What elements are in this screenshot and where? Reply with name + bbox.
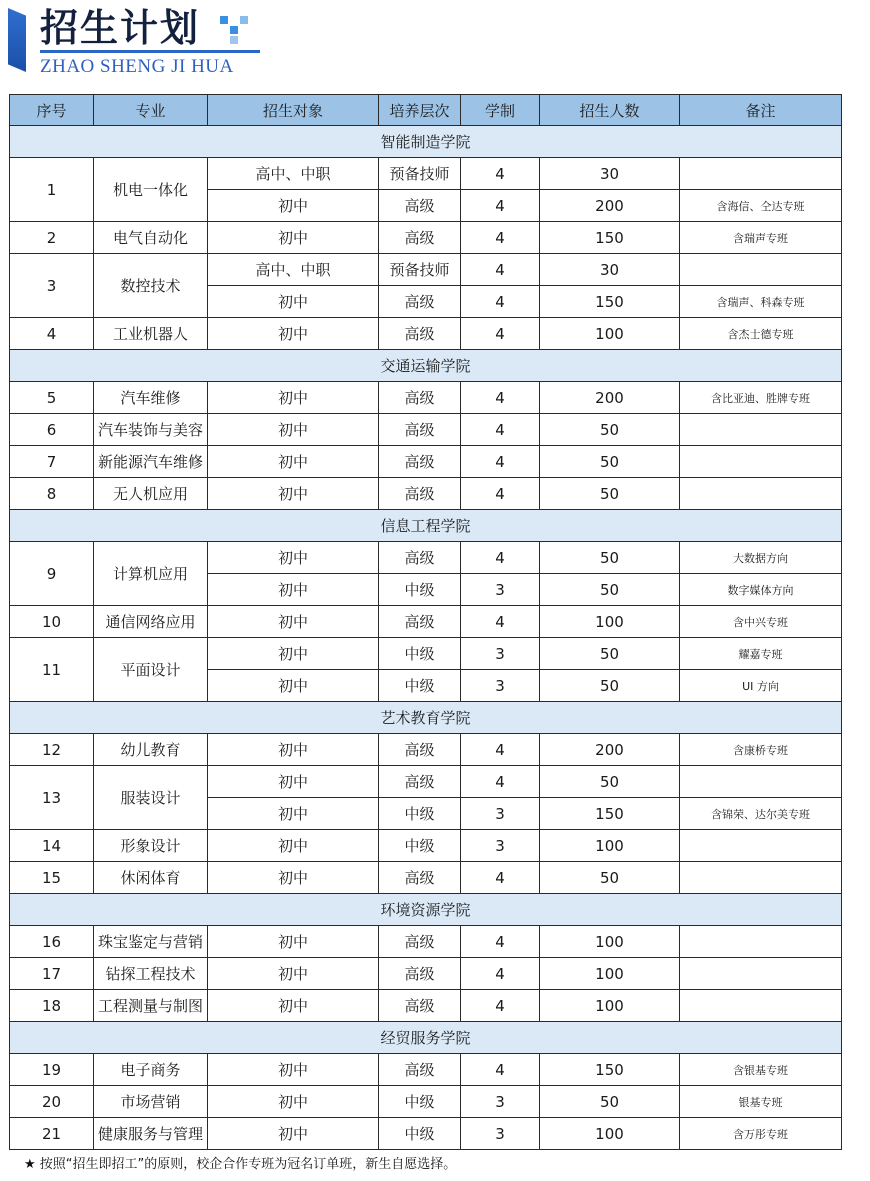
section-title: 智能制造学院 <box>10 126 842 158</box>
footnote: ★ 按照“招生即招工”的原则，校企合作专班为冠名订单班，新生自愿选择。 <box>24 1157 457 1172</box>
level-cell: 中级 <box>379 1118 461 1150</box>
table-row <box>10 318 842 350</box>
years-cell: 4 <box>461 766 540 798</box>
major-cell: 钻探工程技术 <box>94 958 208 990</box>
years-cell: 3 <box>461 830 540 862</box>
years-cell: 4 <box>461 958 540 990</box>
major-cell: 平面设计 <box>94 638 208 702</box>
column-header: 备注 <box>680 95 842 126</box>
serial-number-cell: 14 <box>10 830 94 862</box>
serial-number-cell: 1 <box>10 158 94 222</box>
target-cell: 初中 <box>208 1118 379 1150</box>
pixel-decoration-icon <box>220 16 260 46</box>
count-cell: 150 <box>540 286 680 318</box>
target-cell: 初中 <box>208 926 379 958</box>
serial-number-cell: 4 <box>10 318 94 350</box>
note-cell: 含瑞声、科森专班 <box>680 286 842 318</box>
serial-number-cell: 3 <box>10 254 94 318</box>
section-row <box>10 702 842 734</box>
note-cell <box>680 958 842 990</box>
note-cell: 耀嘉专班 <box>680 638 842 670</box>
target-cell: 初中 <box>208 542 379 574</box>
note-cell <box>680 830 842 862</box>
target-cell: 初中 <box>208 638 379 670</box>
note-cell <box>680 478 842 510</box>
note-cell <box>680 158 842 190</box>
count-cell: 100 <box>540 606 680 638</box>
major-cell: 工程测量与制图 <box>94 990 208 1022</box>
table-row <box>10 382 842 414</box>
column-header: 学制 <box>461 95 540 126</box>
count-cell: 50 <box>540 478 680 510</box>
section-row <box>10 1022 842 1054</box>
level-cell: 高级 <box>379 478 461 510</box>
note-cell: 含中兴专班 <box>680 606 842 638</box>
count-cell: 50 <box>540 446 680 478</box>
level-cell: 高级 <box>379 446 461 478</box>
years-cell: 4 <box>461 446 540 478</box>
years-cell: 3 <box>461 638 540 670</box>
note-cell: 含比亚迪、胜牌专班 <box>680 382 842 414</box>
column-header: 培养层次 <box>379 95 461 126</box>
count-cell: 200 <box>540 190 680 222</box>
target-cell: 初中 <box>208 734 379 766</box>
section-row <box>10 126 842 158</box>
major-cell: 电气自动化 <box>94 222 208 254</box>
level-cell: 中级 <box>379 798 461 830</box>
count-cell: 100 <box>540 318 680 350</box>
section-title: 艺术教育学院 <box>10 702 842 734</box>
major-cell: 形象设计 <box>94 830 208 862</box>
level-cell: 高级 <box>379 862 461 894</box>
years-cell: 4 <box>461 1054 540 1086</box>
note-cell: 含瑞声专班 <box>680 222 842 254</box>
note-cell: 含万彤专班 <box>680 1118 842 1150</box>
target-cell: 初中 <box>208 766 379 798</box>
years-cell: 4 <box>461 862 540 894</box>
serial-number-cell: 5 <box>10 382 94 414</box>
count-cell: 100 <box>540 830 680 862</box>
note-cell: 含杰士德专班 <box>680 318 842 350</box>
count-cell: 50 <box>540 414 680 446</box>
level-cell: 高级 <box>379 414 461 446</box>
major-cell: 汽车维修 <box>94 382 208 414</box>
count-cell: 100 <box>540 926 680 958</box>
table-row <box>10 222 842 254</box>
table-row <box>10 766 842 798</box>
count-cell: 30 <box>540 158 680 190</box>
title-underline <box>40 50 260 53</box>
level-cell: 高级 <box>379 382 461 414</box>
count-cell: 150 <box>540 1054 680 1086</box>
level-cell: 高级 <box>379 1054 461 1086</box>
count-cell: 200 <box>540 382 680 414</box>
target-cell: 初中 <box>208 190 379 222</box>
section-title: 信息工程学院 <box>10 510 842 542</box>
target-cell: 初中 <box>208 222 379 254</box>
level-cell: 预备技师 <box>379 254 461 286</box>
note-cell: 银基专班 <box>680 1086 842 1118</box>
level-cell: 高级 <box>379 190 461 222</box>
years-cell: 3 <box>461 798 540 830</box>
serial-number-cell: 18 <box>10 990 94 1022</box>
table-row <box>10 638 842 670</box>
major-cell: 新能源汽车维修 <box>94 446 208 478</box>
years-cell: 3 <box>461 574 540 606</box>
level-cell: 中级 <box>379 1086 461 1118</box>
major-cell: 休闲体育 <box>94 862 208 894</box>
count-cell: 150 <box>540 798 680 830</box>
major-cell: 珠宝鉴定与营销 <box>94 926 208 958</box>
count-cell: 50 <box>540 638 680 670</box>
years-cell: 3 <box>461 1086 540 1118</box>
target-cell: 初中 <box>208 318 379 350</box>
target-cell: 初中 <box>208 382 379 414</box>
serial-number-cell: 15 <box>10 862 94 894</box>
major-cell: 幼儿教育 <box>94 734 208 766</box>
serial-number-cell: 8 <box>10 478 94 510</box>
table-body <box>10 126 842 1150</box>
target-cell: 初中 <box>208 606 379 638</box>
note-cell <box>680 926 842 958</box>
count-cell: 100 <box>540 1118 680 1150</box>
years-cell: 4 <box>461 478 540 510</box>
major-cell: 计算机应用 <box>94 542 208 606</box>
target-cell: 高中、中职 <box>208 254 379 286</box>
serial-number-cell: 2 <box>10 222 94 254</box>
section-row <box>10 894 842 926</box>
level-cell: 中级 <box>379 638 461 670</box>
table-row <box>10 254 842 286</box>
target-cell: 初中 <box>208 478 379 510</box>
note-cell <box>680 446 842 478</box>
table-row <box>10 830 842 862</box>
table-row <box>10 1086 842 1118</box>
level-cell: 高级 <box>379 318 461 350</box>
target-cell: 初中 <box>208 574 379 606</box>
page-header <box>0 0 870 90</box>
table-row <box>10 862 842 894</box>
level-cell: 高级 <box>379 542 461 574</box>
target-cell: 初中 <box>208 990 379 1022</box>
level-cell: 预备技师 <box>379 158 461 190</box>
count-cell: 200 <box>540 734 680 766</box>
column-header: 招生对象 <box>208 95 379 126</box>
major-cell: 电子商务 <box>94 1054 208 1086</box>
enrollment-table-wrapper <box>9 94 841 1150</box>
note-cell: 含康桥专班 <box>680 734 842 766</box>
level-cell: 高级 <box>379 734 461 766</box>
major-cell: 健康服务与管理 <box>94 1118 208 1150</box>
section-title: 经贸服务学院 <box>10 1022 842 1054</box>
table-row <box>10 1054 842 1086</box>
level-cell: 中级 <box>379 670 461 702</box>
level-cell: 高级 <box>379 606 461 638</box>
serial-number-cell: 21 <box>10 1118 94 1150</box>
enrollment-table <box>9 94 842 1150</box>
level-cell: 高级 <box>379 222 461 254</box>
serial-number-cell: 10 <box>10 606 94 638</box>
serial-number-cell: 9 <box>10 542 94 606</box>
count-cell: 100 <box>540 958 680 990</box>
count-cell: 50 <box>540 670 680 702</box>
section-row <box>10 510 842 542</box>
column-header: 招生人数 <box>540 95 680 126</box>
serial-number-cell: 19 <box>10 1054 94 1086</box>
level-cell: 高级 <box>379 766 461 798</box>
count-cell: 50 <box>540 1086 680 1118</box>
section-row <box>10 350 842 382</box>
years-cell: 4 <box>461 254 540 286</box>
count-cell: 50 <box>540 862 680 894</box>
target-cell: 初中 <box>208 414 379 446</box>
level-cell: 高级 <box>379 958 461 990</box>
note-cell: 数字媒体方向 <box>680 574 842 606</box>
section-title: 环境资源学院 <box>10 894 842 926</box>
count-cell: 150 <box>540 222 680 254</box>
table-row <box>10 990 842 1022</box>
years-cell: 4 <box>461 190 540 222</box>
table-row <box>10 926 842 958</box>
level-cell: 高级 <box>379 926 461 958</box>
count-cell: 50 <box>540 574 680 606</box>
target-cell: 初中 <box>208 798 379 830</box>
years-cell: 4 <box>461 734 540 766</box>
table-row <box>10 958 842 990</box>
years-cell: 4 <box>461 222 540 254</box>
serial-number-cell: 20 <box>10 1086 94 1118</box>
years-cell: 4 <box>461 286 540 318</box>
page-subtitle: ZHAO SHENG JI HUA <box>40 56 234 77</box>
level-cell: 高级 <box>379 990 461 1022</box>
note-cell <box>680 414 842 446</box>
note-cell: UI 方向 <box>680 670 842 702</box>
table-row <box>10 446 842 478</box>
note-cell: 大数据方向 <box>680 542 842 574</box>
table-row <box>10 158 842 190</box>
years-cell: 4 <box>461 606 540 638</box>
note-cell <box>680 990 842 1022</box>
column-header: 专业 <box>94 95 208 126</box>
years-cell: 4 <box>461 542 540 574</box>
count-cell: 50 <box>540 766 680 798</box>
count-cell: 30 <box>540 254 680 286</box>
page-title: 招生计划 <box>40 6 201 50</box>
level-cell: 中级 <box>379 574 461 606</box>
years-cell: 3 <box>461 670 540 702</box>
target-cell: 初中 <box>208 446 379 478</box>
target-cell: 初中 <box>208 1054 379 1086</box>
years-cell: 4 <box>461 926 540 958</box>
table-row <box>10 1118 842 1150</box>
note-cell: 含海信、仝达专班 <box>680 190 842 222</box>
table-header-row <box>10 95 842 126</box>
major-cell: 汽车装饰与美容 <box>94 414 208 446</box>
major-cell: 无人机应用 <box>94 478 208 510</box>
table-row <box>10 734 842 766</box>
level-cell: 高级 <box>379 286 461 318</box>
years-cell: 4 <box>461 990 540 1022</box>
column-header: 序号 <box>10 95 94 126</box>
target-cell: 初中 <box>208 286 379 318</box>
note-cell: 含银基专班 <box>680 1054 842 1086</box>
major-cell: 机电一体化 <box>94 158 208 222</box>
note-cell <box>680 862 842 894</box>
target-cell: 高中、中职 <box>208 158 379 190</box>
major-cell: 服装设计 <box>94 766 208 830</box>
serial-number-cell: 12 <box>10 734 94 766</box>
target-cell: 初中 <box>208 862 379 894</box>
target-cell: 初中 <box>208 1086 379 1118</box>
major-cell: 数控技术 <box>94 254 208 318</box>
serial-number-cell: 17 <box>10 958 94 990</box>
serial-number-cell: 13 <box>10 766 94 830</box>
note-cell: 含锦荣、达尔美专班 <box>680 798 842 830</box>
serial-number-cell: 11 <box>10 638 94 702</box>
major-cell: 通信网络应用 <box>94 606 208 638</box>
count-cell: 50 <box>540 542 680 574</box>
target-cell: 初中 <box>208 958 379 990</box>
table-row <box>10 414 842 446</box>
note-cell <box>680 254 842 286</box>
target-cell: 初中 <box>208 830 379 862</box>
table-row <box>10 606 842 638</box>
serial-number-cell: 7 <box>10 446 94 478</box>
count-cell: 100 <box>540 990 680 1022</box>
years-cell: 4 <box>461 414 540 446</box>
header-accent-bar <box>8 8 26 72</box>
level-cell: 中级 <box>379 830 461 862</box>
years-cell: 4 <box>461 158 540 190</box>
years-cell: 3 <box>461 1118 540 1150</box>
serial-number-cell: 6 <box>10 414 94 446</box>
target-cell: 初中 <box>208 670 379 702</box>
section-title: 交通运输学院 <box>10 350 842 382</box>
years-cell: 4 <box>461 382 540 414</box>
years-cell: 4 <box>461 318 540 350</box>
major-cell: 市场营销 <box>94 1086 208 1118</box>
serial-number-cell: 16 <box>10 926 94 958</box>
major-cell: 工业机器人 <box>94 318 208 350</box>
table-row <box>10 478 842 510</box>
table-row <box>10 542 842 574</box>
note-cell <box>680 766 842 798</box>
